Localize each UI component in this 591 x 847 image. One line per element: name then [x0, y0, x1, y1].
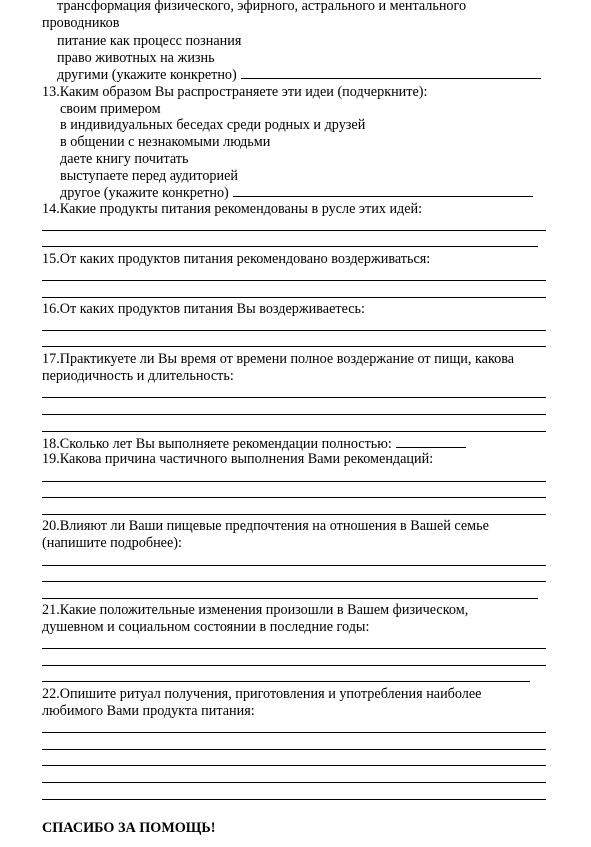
question-20: 20.Влияют ли Ваши пищевые предпочтения на отношения в Вашей семье [42, 518, 489, 534]
question-21: 21.Какие положительные изменения произошли в Вашем физическом, [42, 602, 469, 618]
answer-line-q17-2[interactable] [42, 414, 546, 415]
question-13: 13.Каким образом Вы распространяете эти идеи (подчеркните): [42, 84, 428, 100]
answer-line-q19-2[interactable] [42, 497, 546, 498]
question-14: 14.Какие продукты питания рекомендованы в русле этих идей: [42, 201, 423, 217]
answer-line-q21-2[interactable] [42, 665, 546, 666]
question-17-cont: периодичность и длительность: [42, 368, 234, 384]
answer-line-q22-4[interactable] [42, 782, 546, 783]
question-17: 17.Практикуете ли Вы время от времени полное воздержание от пищи, какова [42, 351, 515, 367]
question-20-cont: (напишите подробнее): [42, 535, 182, 551]
question-18-label: 18.Сколько лет Вы выполняете рекомендации полностью: [42, 436, 392, 452]
answer-line-q22-5[interactable] [42, 799, 546, 800]
answer-line-q20-2[interactable] [42, 581, 546, 582]
answer-line-q16-1[interactable] [42, 330, 546, 331]
answer-line-q17-1[interactable] [42, 397, 546, 398]
question-19: 19.Какова причина частичного выполнения Вами рекомендаций: [42, 451, 434, 467]
answer-line-q20-1[interactable] [42, 565, 546, 566]
answer-line-q19-1[interactable] [42, 481, 546, 482]
answer-line-q14-2[interactable] [42, 246, 538, 247]
answer-line-q21-1[interactable] [42, 648, 546, 649]
list-item-other-label: другими (укажите конкретно) [57, 67, 237, 83]
answer-line-q14-1[interactable] [42, 230, 546, 231]
question-22: 22.Опишите ритуал получения, приготовления и употребления наиболее [42, 686, 482, 702]
answer-line-q22-2[interactable] [42, 749, 546, 750]
answer-line-q15-2[interactable] [42, 297, 546, 298]
answer-field-q13-other[interactable] [233, 184, 533, 197]
list-item-transformation-cont: проводников [42, 15, 120, 31]
question-15: 15.От каких продуктов питания рекомендовано воздерживаться: [42, 251, 431, 267]
answer-line-q21-3[interactable] [42, 681, 530, 682]
thanks-footer: СПАСИБО ЗА ПОМОЩЬ! [42, 820, 216, 836]
answer-line-q20-3[interactable] [42, 598, 538, 599]
answer-line-q17-3[interactable] [42, 431, 546, 432]
q13-option-4[interactable]: даете книгу почитать [60, 151, 189, 167]
list-item-nutrition-cognition: питание как процесс познания [57, 33, 242, 49]
answer-line-q19-3[interactable] [42, 514, 546, 515]
q13-option-1[interactable]: своим примером [60, 101, 161, 117]
question-21-cont: душевном и социальном состоянии в последние годы: [42, 619, 370, 635]
question-16: 16.От каких продуктов питания Вы воздерживаетесь: [42, 301, 365, 317]
question-22-cont: любимого Вами продукта питания: [42, 703, 255, 719]
answer-line-q15-1[interactable] [42, 280, 546, 281]
q13-option-2[interactable]: в индивидуальных беседах среди родных и друзей [60, 117, 366, 133]
answer-line-q16-2[interactable] [42, 346, 546, 347]
q13-option-5[interactable]: выступаете перед аудиторией [60, 168, 238, 184]
q13-option-6-label[interactable]: другое (укажите конкретно) [60, 185, 229, 201]
q13-option-3[interactable]: в общении с незнакомыми людьми [60, 134, 271, 150]
answer-line-q22-3[interactable] [42, 765, 546, 766]
answer-field-q18-years[interactable] [396, 435, 466, 448]
q13-option-6 [60, 184, 533, 202]
list-item-other [57, 66, 541, 84]
answer-line-q22-1[interactable] [42, 732, 546, 733]
answer-field-other[interactable] [241, 66, 541, 79]
list-item-animal-rights: право животных на жизнь [57, 50, 215, 66]
list-item-transformation: трансформация физического, эфирного, астрального и ментального [57, 0, 467, 14]
